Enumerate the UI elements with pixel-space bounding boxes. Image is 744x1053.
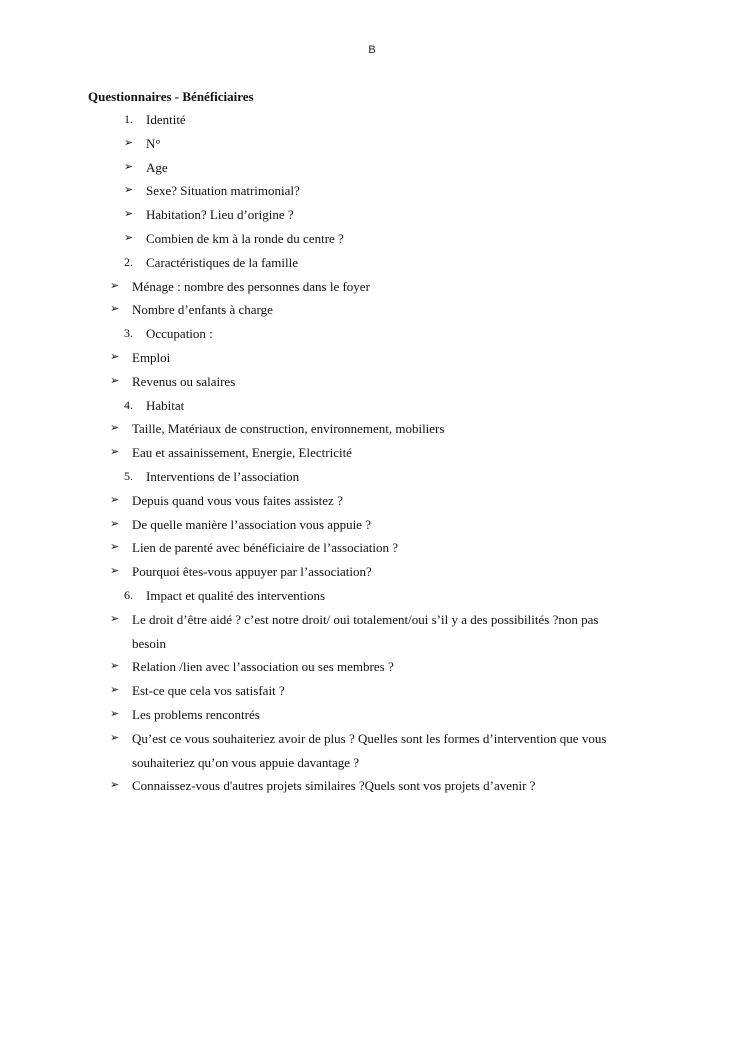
arrow-bullet-icon: ➢ — [110, 660, 120, 673]
arrow-bullet-icon: ➢ — [124, 231, 134, 244]
list-item-text: Le droit d’être aidé ? c’est notre droit/ oui totalement/oui s’il y a des possibilités ?non pas — [132, 611, 599, 627]
arrow-bullet-icon: ➢ — [110, 303, 120, 316]
list-item — [0, 492, 744, 516]
section-heading-identite — [0, 111, 744, 135]
list-item — [0, 539, 744, 563]
section-title: Caractéristiques de la famille — [146, 254, 298, 270]
arrow-bullet-icon: ➢ — [110, 279, 120, 292]
page-label: B — [368, 44, 376, 56]
list-item-text: Pourquoi êtes-vous appuyer par l’association? — [132, 564, 372, 580]
arrow-bullet-icon: ➢ — [124, 136, 134, 149]
list-item — [0, 658, 744, 682]
list-item — [0, 516, 744, 540]
arrow-bullet-icon: ➢ — [110, 493, 120, 506]
arrow-bullet-icon: ➢ — [110, 446, 120, 459]
section-title: Habitat — [146, 397, 185, 413]
list-item — [0, 206, 744, 230]
list-item-text: Ménage : nombre des personnes dans le foyer — [132, 278, 370, 294]
list-item-text: Age — [146, 159, 168, 175]
section-number: 4. — [124, 397, 133, 412]
section-heading-occupation — [0, 325, 744, 349]
list-item-text: Connaissez-vous d'autres projets similaires ?Quels sont vos projets d’avenir ? — [132, 778, 536, 794]
arrow-bullet-icon: ➢ — [110, 707, 120, 720]
list-item — [0, 230, 744, 254]
section-number: 1. — [124, 112, 133, 126]
list-item — [0, 182, 744, 206]
list-item-text: Sexe? Situation matrimonial? — [146, 183, 300, 199]
section-title: Impact et qualité des interventions — [146, 587, 326, 603]
list-item-text: Qu’est ce vous souhaiteriez avoir de plus ? Quelles sont les formes d’intervention que vous — [132, 730, 607, 746]
list-item-text: De quelle manière l’association vous appuie ? — [132, 516, 371, 532]
list-item — [0, 373, 744, 397]
list-item-text: besoin — [132, 635, 166, 651]
list-item-text: Emploi — [132, 349, 171, 365]
list-item-text: Eau et assainissement, Energie, Electricité — [132, 445, 352, 461]
list-item — [0, 301, 744, 325]
list-item-text: Revenus ou salaires — [132, 373, 236, 389]
list-item-continuation — [0, 754, 744, 778]
list-item-text: Relation /lien avec l’association ou ses membres ? — [132, 659, 394, 675]
list-item — [0, 563, 744, 587]
section-heading-habitat — [0, 397, 744, 421]
arrow-bullet-icon: ➢ — [110, 422, 120, 435]
arrow-bullet-icon: ➢ — [124, 208, 134, 221]
arrow-bullet-icon: ➢ — [110, 350, 120, 363]
arrow-bullet-icon: ➢ — [110, 731, 120, 744]
arrow-bullet-icon: ➢ — [110, 684, 120, 697]
list-item — [0, 444, 744, 468]
list-item-text: Les problems rencontrés — [132, 706, 260, 722]
list-item — [0, 611, 744, 635]
arrow-bullet-icon: ➢ — [110, 541, 120, 554]
section-title: Occupation : — [146, 326, 213, 342]
section-heading-famille — [0, 254, 744, 278]
section-number: 6. — [124, 587, 133, 602]
arrow-bullet-icon: ➢ — [110, 779, 120, 792]
list-item — [0, 777, 744, 801]
arrow-bullet-icon: ➢ — [124, 160, 134, 173]
list-item-text: Habitation? Lieu d’origine ? — [146, 207, 294, 223]
list-item-continuation — [0, 635, 744, 659]
list-item-text: Taille, Matériaux de construction, environnement, mobiliers — [132, 421, 445, 437]
questionnaire-body — [0, 111, 744, 801]
arrow-bullet-icon: ➢ — [110, 517, 120, 530]
list-item — [0, 730, 744, 754]
section-number: 2. — [124, 254, 133, 269]
list-item — [0, 682, 744, 706]
section-heading-impact — [0, 587, 744, 611]
section-title: Interventions de l’association — [146, 468, 300, 484]
document-title: Questionnaires - Bénéficiaires — [88, 89, 254, 104]
section-number: 3. — [124, 326, 133, 341]
list-item — [0, 706, 744, 730]
list-item — [0, 420, 744, 444]
list-item — [0, 278, 744, 302]
list-item-text: Depuis quand vous vous faites assistez ? — [132, 492, 343, 508]
section-heading-interventions — [0, 468, 744, 492]
list-item — [0, 349, 744, 373]
list-item — [0, 135, 744, 159]
list-item-text: souhaiteriez qu’on vous appuie davantage ? — [132, 754, 360, 770]
list-item-text: Nombre d’enfants à charge — [132, 302, 273, 318]
section-number: 5. — [124, 468, 133, 483]
arrow-bullet-icon: ➢ — [124, 184, 134, 197]
list-item-text: N° — [146, 135, 161, 151]
list-item — [0, 159, 744, 183]
arrow-bullet-icon: ➢ — [110, 374, 120, 387]
section-title: Identité — [146, 112, 186, 127]
list-item-text: Lien de parenté avec bénéficiaire de l’association ? — [132, 540, 398, 556]
list-item-text: Est-ce que cela vos satisfait ? — [132, 683, 285, 699]
arrow-bullet-icon: ➢ — [110, 612, 120, 625]
list-item-text: Combien de km à la ronde du centre ? — [146, 230, 344, 246]
arrow-bullet-icon: ➢ — [110, 565, 120, 578]
